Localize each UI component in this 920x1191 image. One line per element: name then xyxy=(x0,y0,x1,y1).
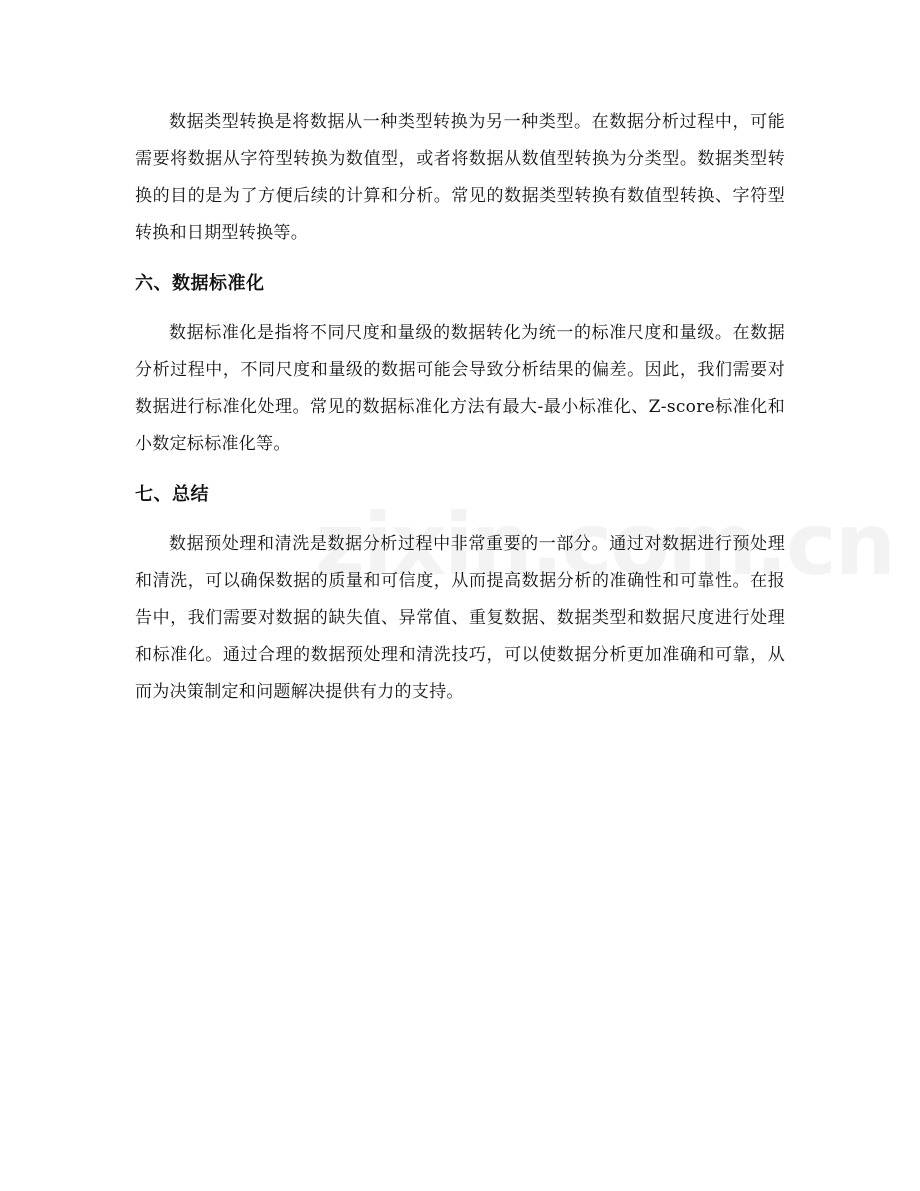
document-body xyxy=(135,104,785,711)
paragraph-data-type-conversion: 数据类型转换是将数据从一种类型转换为另一种类型。在数据分析过程中，可能需要将数据从字符型转换为数值型，或者将数据从数值型转换为分类型。数据类型转换的目的是为了方便后续的计算和分析。常见的数据类型转换有数值型转换、字符型转换和日期型转换等。 xyxy=(135,112,785,243)
paragraph-data-standardization: 数据标准化是指将不同尺度和量级的数据转化为统一的标准尺度和量级。在数据分析过程中，不同尺度和量级的数据可能会导致分析结果的偏差。因此，我们需要对数据进行标准化处理。常见的数据标准化方法有最大-最小标准化、Z-score标准化和小数定标标准化等。 xyxy=(135,323,785,454)
paragraph-summary: 数据预处理和清洗是数据分析过程中非常重要的一部分。通过对数据进行预处理和清洗，可以确保数据的质量和可信度，从而提高数据分析的准确性和可靠性。在报告中，我们需要对数据的缺失值、异常值、重复数据、数据类型和数据尺度进行处理和标准化。通过合理的数据预处理和清洗技巧，可以使数据分析更加准确和可靠，从而为决策制定和问题解决提供有力的支持。 xyxy=(135,534,785,702)
section-heading-summary: 七、总结 xyxy=(135,484,209,505)
section-heading-standardization: 六、数据标准化 xyxy=(135,273,265,294)
